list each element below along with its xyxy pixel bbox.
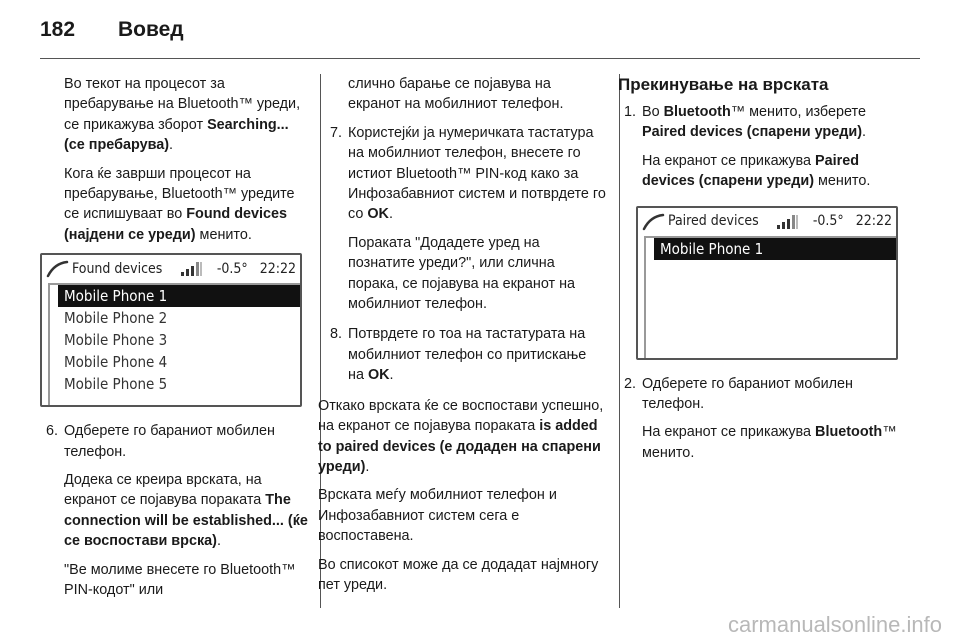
bold-term: Found devices (најдени се уреди) bbox=[64, 206, 288, 243]
device-item-3[interactable]: Mobile Phone 3 bbox=[64, 331, 168, 350]
text: Потврдете го тоа на тастатурата на мобилниот телефон со притискање на bbox=[348, 326, 587, 384]
text: Во bbox=[642, 104, 664, 120]
step-1 bbox=[618, 102, 910, 200]
continued-text: слично барање се појавува на екранот на мобилниот телефон. bbox=[348, 76, 564, 113]
step-text bbox=[348, 123, 606, 225]
step-text: Одберете го бараниот мобилен телефон. bbox=[64, 423, 275, 460]
bold-term: The connection will be established... (ќе се воспостави врска) bbox=[64, 492, 308, 550]
step-6 bbox=[46, 421, 308, 608]
bold-term: Paired devices (спарени уреди) bbox=[642, 124, 862, 141]
device-item-5[interactable]: Mobile Phone 5 bbox=[64, 375, 168, 394]
step-paragraph: Пораката "Додадете уред на познатите уреди?", или слична порака, се појавува на екранот на мобилниот телефон. bbox=[348, 234, 576, 313]
text: ™ менито. bbox=[642, 424, 897, 461]
page-number: 182 bbox=[40, 18, 76, 41]
found-devices-screen bbox=[40, 253, 302, 407]
step-number: 6. bbox=[46, 423, 59, 440]
signal-strength-icon bbox=[181, 262, 203, 276]
paired-devices-screen bbox=[636, 206, 898, 360]
screen-status-bar bbox=[42, 255, 300, 283]
step-7 bbox=[330, 123, 606, 323]
text: . bbox=[862, 124, 866, 141]
column-3 bbox=[618, 74, 910, 473]
step-2 bbox=[618, 374, 910, 472]
step-text bbox=[348, 324, 606, 385]
screen-title: Found devices bbox=[72, 261, 163, 278]
step-number: 1. bbox=[624, 104, 637, 120]
step-8 bbox=[330, 324, 606, 393]
step-paragraph bbox=[642, 422, 910, 463]
text: Додека се креира врската, на екранот се појавува пораката bbox=[64, 472, 266, 509]
page-header bbox=[40, 18, 184, 42]
bold-term: is added to paired devices (е додаден на спарени уреди) bbox=[318, 418, 601, 475]
bold-term: OK bbox=[367, 367, 390, 384]
device-list bbox=[654, 238, 896, 260]
step-number: 7. bbox=[330, 124, 343, 141]
step-number: 8. bbox=[330, 326, 343, 343]
bold-term: Paired devices (спарени уреди) bbox=[642, 152, 860, 190]
text: ™ менито, изберете bbox=[730, 104, 866, 120]
bold-term: Searching... (се пребарува) bbox=[64, 116, 289, 154]
text: . bbox=[169, 137, 174, 154]
text: . bbox=[389, 367, 394, 384]
section-heading: Прекинување на врската bbox=[618, 75, 829, 94]
screen-status-bar bbox=[638, 208, 896, 236]
step-text: Одберете го бараниот мобилен телефон. bbox=[642, 375, 853, 413]
paragraph-max-devices: Во списокот може да се додадат најмногу пет уреди. bbox=[318, 556, 599, 593]
device-item-2[interactable]: Mobile Phone 2 bbox=[64, 309, 168, 328]
device-item-4[interactable]: Mobile Phone 4 bbox=[64, 353, 168, 372]
paragraph-success bbox=[318, 396, 606, 478]
signal-strength-icon bbox=[777, 215, 799, 229]
bold-term: Bluetooth bbox=[815, 424, 883, 441]
paragraph-found bbox=[46, 164, 308, 246]
clock: 22:22 bbox=[855, 213, 892, 230]
device-item-1[interactable]: Mobile Phone 1 bbox=[654, 238, 896, 260]
column-1 bbox=[46, 74, 308, 611]
step-paragraph bbox=[64, 470, 308, 552]
clock: 22:22 bbox=[259, 261, 296, 278]
paragraph-connected: Врската меѓу мобилниот телефон и Инфозабавниот систем сега е воспоставена. bbox=[318, 487, 557, 545]
text: . bbox=[216, 533, 221, 550]
phone-handset-icon bbox=[642, 213, 666, 231]
column-2 bbox=[318, 74, 606, 603]
text: Откако врската ќе се воспостави успешно, на екранот се појавува пораката bbox=[318, 397, 604, 435]
device-item-1[interactable]: Mobile Phone 1 bbox=[58, 285, 300, 307]
section-title: Вовед bbox=[118, 18, 184, 41]
text: . bbox=[388, 206, 393, 223]
bold-term: Bluetooth bbox=[663, 104, 731, 120]
phone-handset-icon bbox=[46, 260, 70, 278]
text: менито. bbox=[195, 226, 252, 243]
text: На екранот се прикажува bbox=[642, 152, 816, 169]
watermark: carmanualsonline.info bbox=[727, 612, 942, 637]
temperature: -0.5° bbox=[216, 261, 248, 278]
text: . bbox=[365, 458, 370, 475]
step-paragraph bbox=[642, 151, 910, 192]
device-list bbox=[58, 285, 300, 395]
temperature: -0.5° bbox=[812, 213, 844, 230]
header-rule bbox=[40, 58, 920, 59]
text: На екранот се прикажува bbox=[642, 424, 816, 441]
screen-title: Paired devices bbox=[668, 213, 759, 230]
text: Кога ќе заврши процесот на пребарување, Bluetooth™ уредите се испишуваат во bbox=[64, 165, 295, 223]
text: менито. bbox=[814, 173, 871, 190]
step-number: 2. bbox=[624, 375, 637, 392]
step-paragraph-2: "Ве молиме внесете го Bluetooth™ PIN-кодот" или bbox=[64, 561, 296, 599]
step-text bbox=[642, 102, 910, 143]
text: Во текот на процесот за пребарување на Bluetooth™ уреди, се прикажува зборот bbox=[64, 76, 301, 133]
text: Користејќи ја нумеричката тастатура на мобилниот телефон, внесете го истиот Bluetooth™ PIN-код како за Инфозабавниот систем и потврдете го со bbox=[348, 124, 606, 223]
paragraph-searching bbox=[46, 74, 308, 156]
bold-term: OK bbox=[367, 206, 389, 223]
